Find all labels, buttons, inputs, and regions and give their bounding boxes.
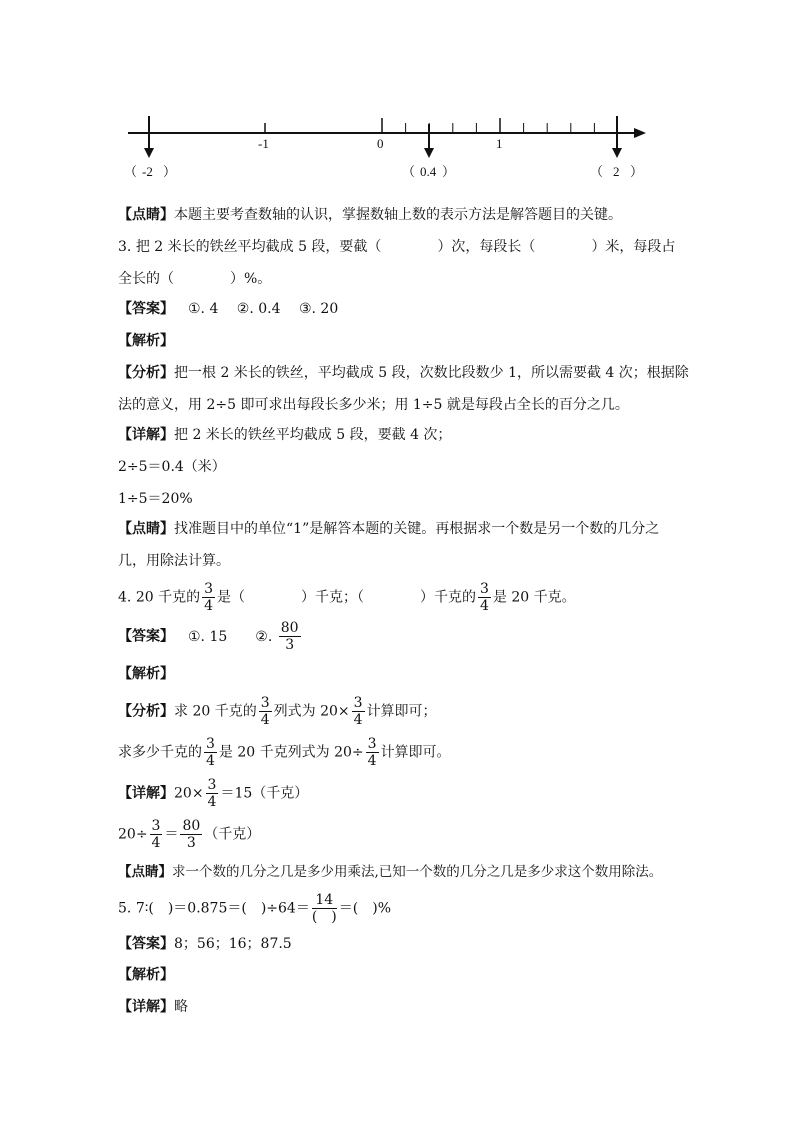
arrow-down-icon	[144, 148, 154, 158]
fraction: $\frac{3}{4}$	[151, 818, 161, 851]
tick-label: 0	[377, 136, 384, 151]
answer-label: 【答案】	[118, 301, 174, 317]
q5-answer	[118, 933, 292, 955]
fraction: $\frac{3}{4}$	[260, 695, 270, 728]
axis-arrow-icon	[634, 128, 646, 138]
answer-paren: （	[124, 164, 138, 179]
q4-analysis-label: 【解析】	[118, 666, 174, 682]
fraction: $\frac{3}{4}$	[206, 736, 215, 769]
q5-xiangjie: 【详解】略	[118, 999, 188, 1015]
comment-label: 【点睛】	[118, 207, 174, 223]
fraction: $\frac{3}{4}$	[204, 581, 213, 614]
q3-xiangjie: 【详解】把 2 米长的铁丝平均截成 5 段，要截 4 次；	[118, 427, 452, 443]
q3-fenxi-line2: 法的意义，用 2÷5 即可求出每段长多少米；用 1÷5 就是每段占全长的百分之几。	[118, 397, 629, 413]
q3-comment-line2: 几，用除法计算。	[118, 553, 230, 569]
answer-paren: （	[402, 164, 416, 179]
answer-text: ①. 15 ②.	[188, 628, 273, 645]
answer-label: 2	[613, 164, 620, 179]
q3-comment-line1: 【点睛】找准题目中的单位“1”是解答本题的关键。再根据求一个数是另一个数的几分之	[118, 521, 660, 537]
answer-fraction: $\frac{80}{3}$	[280, 620, 299, 653]
arrow-down-icon	[424, 148, 434, 158]
answer-label: 【答案】	[118, 936, 174, 952]
q4-question: 4. 20 千克的 $\frac{3}{4}$ 是（ ）千克；（ ）千克的 $\frac{3}{4}$ 是 20 千克。	[118, 581, 576, 614]
answer-paren: （	[590, 164, 604, 179]
q4-calc2: 20÷ $\frac{3}{4}$ ＝ $\frac{80}{3}$ （千克）	[118, 818, 261, 851]
answer-paren: ）	[630, 164, 644, 179]
tick-label: 1	[496, 136, 503, 151]
tick-label: -1	[258, 136, 269, 151]
q3-calc1: 2÷5＝0.4（米）	[118, 459, 226, 475]
fraction: $\frac{3}{4}$	[207, 777, 217, 810]
question-number: 5.	[118, 900, 132, 917]
q3-calc2: 1÷5＝20%	[118, 491, 193, 507]
q5-question: 5. 7∶( )＝0.875＝( )÷64＝ $\frac{14}{( )}$ ＝( )%	[118, 892, 392, 925]
q3-analysis-label: 【解析】	[118, 333, 174, 349]
q4-fenxi-line1: 【分析】求 20 千克的 $\frac{3}{4}$ 列式为 20× $\frac{3}{4}$ 计算即可；	[118, 695, 437, 728]
q3-fenxi-line1: 【分析】把一根 2 米长的铁丝，平均截成 5 段，次数比段数少 1，所以需要截 4 次；根据除	[118, 365, 689, 381]
answer-paren: ）	[442, 164, 456, 179]
q4-comment: 【点睛】求一个数的几分之几是多少用乘法,已知一个数的几分之几是多少求这个数用除法。	[118, 864, 663, 880]
fraction: $\frac{3}{4}$	[353, 695, 363, 728]
q3-answer	[118, 298, 338, 320]
question-number: 4.	[118, 589, 132, 606]
answer-label: 【答案】	[118, 628, 174, 645]
answer-label: 0.4	[420, 164, 437, 179]
fraction: $\frac{80}{3}$	[182, 818, 201, 851]
question-number: 3.	[118, 239, 132, 255]
q3-question-line1: 3. 把 2 米长的铁丝平均截成 5 段，要截（ ）次，每段长（ ）米，每段占	[118, 239, 676, 255]
q4-fenxi-line2: 求多少千克的 $\frac{3}{4}$ 是 20 千克列式为 20÷ $\frac{3}{4}$ 计算即可。	[118, 736, 451, 769]
q4-xiangjie: 【详解】20× $\frac{3}{4}$ ＝15（千克）	[118, 777, 309, 810]
comment-text: 本题主要考查数轴的认识，掌握数轴上数的表示方法是解答题目的关键。	[174, 207, 622, 223]
fraction: $\frac{14}{( )}$	[311, 892, 337, 925]
answer-label: -2	[142, 164, 153, 179]
q4-answer	[118, 621, 303, 651]
fraction: $\frac{3}{4}$	[367, 736, 377, 769]
answer-text: 8；56；16；87.5	[174, 936, 292, 952]
fraction: $\frac{3}{4}$	[480, 581, 489, 614]
q2-comment	[118, 204, 622, 226]
answer-paren: ）	[163, 164, 177, 179]
answer-text: ①. 4 ②. 0.4 ③. 20	[188, 301, 339, 317]
q3-question-line2: 全长的（ ）%。	[118, 271, 272, 287]
arrow-down-icon	[612, 148, 622, 158]
q5-analysis-label: 【解析】	[118, 967, 174, 983]
number-line	[120, 108, 660, 188]
